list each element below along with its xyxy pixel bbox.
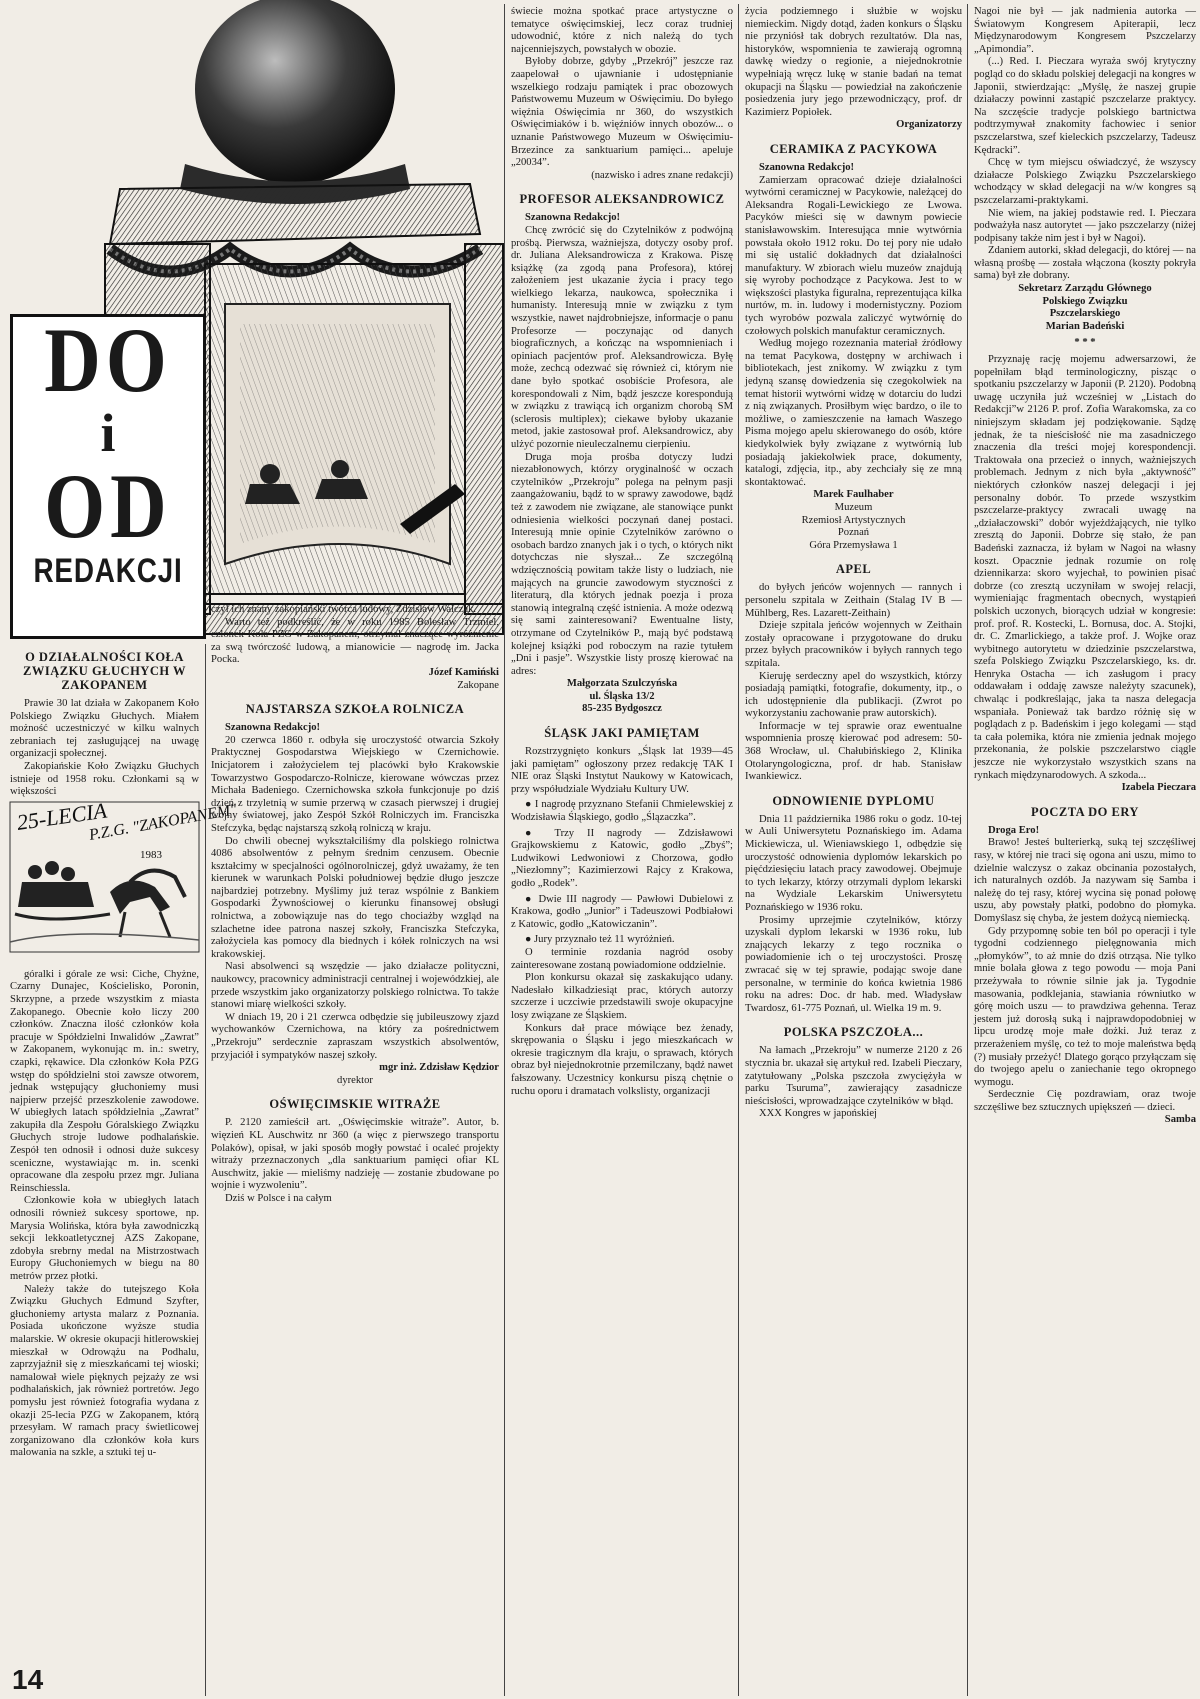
paragraph: Warto też podkreślić, że w roku 1985 Bolesław Trzmiel, członek Koła PZG w Zakopanem, otrzymał znaczące wyróżnienie za swą twórczość ludową, a mianowicie — nagrodę im. Jacka Pocka. bbox=[211, 616, 499, 666]
column-3 bbox=[511, 6, 733, 1694]
masthead-od: OD bbox=[44, 455, 172, 557]
paragraph: O terminie rozdania nagród osoby zainteresowane zostaną powiadomione oddzielnie. bbox=[511, 946, 733, 971]
section-masthead bbox=[10, 309, 206, 639]
article-heading: ŚLĄSK JAKI PAMIĘTAM bbox=[544, 726, 700, 741]
paragraph: Dzieje szpitala jeńców wojennych w Zeithain zostały opracowane i przygotowane do druku przez byłych pracowników i byłych rannych tego szpitala. bbox=[745, 620, 962, 669]
paragraph: XXX Kongres w japońskiej bbox=[759, 1108, 877, 1120]
paragraph: Brawo! Jesteś bulterierką, suką tej szczęśliwej rasy, w której nie traci się ogona ani uszu, mimo to dzielnie walczysz o zakaz obcinania pozostałych, ich naturalnych ozdób. Ja nazywam się Samba i należę do tej rasy, której wycina się ponad połowę uszu, aby powstały płatki, podobno do płomyka. Domyślasz się chyba, że jestem dożycą niemiecką. bbox=[974, 837, 1196, 924]
paragraph: Nie wiem, na jakiej podstawie red. I. Pieczara podważyła nasz autorytet — jako pszczelarzy (niżej podpisany także nim jest i był w Nagoi). bbox=[974, 207, 1196, 244]
paragraph: Do chwili obecnej wykształciliśmy dla polskiego rolnictwa 4086 absolwentów z pełnym średnim cenzusem. Obecnie kształcimy w specjalności ogólnorolniczej, gdyż uważamy, że ten kierunek w warunkach Polski południowej będzie długo jeszcze najbardziej potrzebny. Myślimy już teraz wspólnie z Bankiem Gospodarki Żywnościowej o kierunku finansowej obsługi rolnictwa, a zobowiązuje nas do tego chociażby wzgląd na szlachetne idee patrona naszej szkoły, Franciszka Stefczyka, założyciela kas pomocy dla biednych i kółek rolniczych na wsi krakowskiej. bbox=[211, 835, 499, 960]
article-heading: POLSKA PSZCZOŁA... bbox=[783, 1025, 924, 1040]
paragraph: Chcę zwrócić się do Czytelników z podwójną prośbą. Pierwsza, ważniejsza, dotyczy osoby prof. dr. Juliana Aleksandrowicza z Krakowa. Piszę książkę (za zgodą pana Profesora), której założeniem jest ukazanie życia i pracy tego wielkiego lekarza, naukowca, społecznika i humanisty. Interesują mnie w związku z tym wszystkie, nawet najdrobniejsze, informacje o panu Profesorze — poczynając od danych biograficznych, a kończąc na wspomnieniach i opiniach pacjentów prof. Aleksandrowicza. Byłę może, zechcą odezwać się również ci, którym nie dane było spotkać osobiście Profesora, ale korespondowali z Nim, bądź jeszcze korespondują w związku z trawiącą ich organizm chorobą SM (sclerosis multiplex); ciekawe byłoby ukazanie metod, jakie zastosował prof. Aleksandrowicz, aby ulżyć pozornie nieuleczalnemu cierpieniu. bbox=[511, 224, 733, 450]
paragraph: Konkurs dał prace mówiące bez żenady, skrępowania o Śląsku i jego mieszkańcach w okresie tragicznym dla kraju, o sprawach, których obraz był niejednokrotnie przemilczany, bądź nawet fałszowany. Uczestnicy konkursu piszą chętnie o ruchu oporu i dramatach volkslisty, organizacji bbox=[511, 1022, 733, 1097]
salutation: Droga Ero! bbox=[988, 824, 1040, 836]
signature: Marian Badeński bbox=[1045, 320, 1125, 332]
paragraph: Dziś w Polsce i na całym bbox=[225, 1192, 332, 1204]
signature: mgr inż. Zdzisław Kędzior bbox=[379, 1062, 499, 1074]
masthead-i: i bbox=[100, 403, 116, 463]
paragraph: Członkowie koła w ubiegłych latach odnosili również sukcesy sportowe, np. Marysia Wolińska, która była zawodniczką sekcji lekkoatletycznej AZS Zakopane, zdobyła srebrny medal na Mistrzostwach Europy Głuchoniemych w biegu na 80 metrów przez płotki. bbox=[10, 1195, 199, 1282]
signature-line: Góra Przemysława 1 bbox=[809, 539, 898, 551]
signature-line: Muzeum bbox=[834, 501, 873, 513]
sketch-text-1: 25-LECIA bbox=[15, 797, 109, 835]
column-4 bbox=[745, 6, 962, 1694]
paragraph: Prawie 30 lat działa w Zakopanem Koło Polskiego Związku Głuchych. Miałem możność uczestniczyć w kilku walnych zebraniach tej zasługującej na uwagę organizacji społecznej. bbox=[10, 698, 199, 760]
paragraph: Nagoi nie był — jak nadmienia autorka — Światowym Kongresem Apiterapii, lecz Międzynarodowym Kongresem Pszczelarzy „Apimondia”. bbox=[974, 6, 1196, 55]
paragraph: Informacje w tej sprawie oraz ewentualne wspomnienia proszę kierować pod adresem: 50-368 Wrocław, ul. Chałubińskiego 2, Klinika Otolaryngologiczna, prof. dr hab. Stanisław Iwankiewicz. bbox=[745, 720, 962, 783]
signature-place: Zakopane bbox=[457, 679, 499, 691]
article-heading: NAJSTARSZA SZKOŁA ROLNICZA bbox=[245, 702, 465, 717]
signature: Izabela Pieczara bbox=[1121, 782, 1196, 794]
page-number: 14 bbox=[12, 1664, 44, 1695]
column-2 bbox=[211, 604, 499, 1694]
signature-title: dyrektor bbox=[337, 1074, 373, 1086]
paragraph: Druga moja prośba dotyczy ludzi niezabłonowych, którzy oryginalność w oczach czytelników „Przekroju” polega na pełnym pasji zaangażowaniu, bądź to w sprawy zawodowe, bądź też z zawodem nie związane, ale stanowiące punkt odniesienia wielkości poczynań danej postaci. Interesują mnie opinie Czytelników zarówno o osobach bardzo znanych jak i o tych, o których nikt dotychczas nie słyszał... Ze szczególną wdzięcznością powitam także listy o ludziach, nie mających na gruncie zawodowym styczności z literaturą, dla których jednak poezja i proza stanowią integralną część istnienia. A może odezwą się sami zainteresowani? Ewentualne listy, otrzymane od Czytelników P., mają być podstawą kolejnej książki pod roboczym na razie tytułem „Dni i pasje”. Wszystkie listy proszę kierować na adres: bbox=[511, 451, 733, 677]
paragraph: P. 2120 zamieścił art. „Oświęcimskie witraże”. Autor, b. więzień KL Auschwitz nr 360 (a więc z pierwszego transportu Polaków), opisał, w jaki sposób mogły powstać i ocaleć projekty witraży przeznaczonych „dla sanktuarium pamięci ofiar KL Auschwitz, jakie — mieliśmy nadzieję — zostanie zbudowane po wojnie i wyzwoleniu”. bbox=[211, 1117, 499, 1192]
paragraph: Kieruję serdeczny apel do wszystkich, którzy posiadają pamiątki, fotografie, dokumenty, itp., o ich udostępnienie dla publikacji. (Zwrot po wykorzystaniu zachowanie praw autorskich). bbox=[745, 670, 962, 720]
signature: Sekretarz Zarządu Głównego bbox=[1018, 283, 1152, 295]
paragraph: Według mojego rozeznania materiał źródłowy na temat Pacykowa, dostępny w archiwach i bibliotekach, jest znikomy. W związku z tym jedyną szansę dowiedzenia się czegokolwiek na temat historii wytwórni widzę w dotarciu do ludzi z nią związanych. Prosiłbym więc bardzo, o ile to możliwe, o zamieszczenie na łamach Waszego Pisma mojego apelu skierowanego do osób, które kiedykolwiek były związane z wytwórnią lub posiadają jakiekolwiek prace, dokumenty, katalogi, zdjęcia, itp., aby zechciały się ze mną skontaktować. bbox=[745, 338, 962, 488]
column-5 bbox=[974, 6, 1196, 1694]
paragraph: Zdaniem autorki, skład delegacji, do której — na własną prośbę — została włączona (koszty pokryła sama) był złe dobrany. bbox=[974, 245, 1196, 282]
award-item: ● Trzy II nagrody — Zdzisławowi Grajkowskiemu z Katowic, godło „Zbyś”; Ludwikowi Ledwoniowi z Chorzowa, godło „Niezłomny”; Kazimierzowi Rajcy z Krakowa, godło „Rodek”. bbox=[511, 827, 733, 889]
signature: (nazwisko i adres znane redakcji) bbox=[591, 169, 733, 181]
signature-address: ul. Śląska 13/2 bbox=[589, 690, 655, 702]
signature: Samba bbox=[1164, 1114, 1196, 1126]
salutation: Szanowna Redakcjo! bbox=[525, 212, 621, 224]
sketch-text-3: 1983 bbox=[140, 849, 162, 861]
paragraph: Chcę w tym miejscu oświadczyć, że wszyscy działacze Polskiego Związku Pszczelarskiego wchodzący w skład delegacji na w/w kongres są pszczelarzami-praktykami. bbox=[974, 157, 1196, 206]
paragraph: Gdy przypomnę sobie ten ból po operacji i tyle tygodni codziennego pielęgnowania mich „płomyków”, to aż mnie do dziś otrząsa. Nie tylko mnie bolała głowa z tego powodu — moja Pani przeżywała to równie silnie jak ja. Tygodnie masowania, podklejania, stawiania równiutko w górę moich uszu — to prawdziwa gehenna. Teraz jestem już dorosłą suką i najprawdopodobniej w lipcu urodzę moje małe dożki. Już teraz z przerażeniem myślę, co też to moje maleństwa będą (?) musiały przeżyć! Dlatego gorąco przyłączam się do twojego apelu o zaniechanie tego okropnego wymogu. bbox=[974, 925, 1196, 1088]
signature: Marek Faulhaber bbox=[813, 489, 894, 501]
article-heading: PROFESOR ALEKSANDROWICZ bbox=[519, 192, 725, 207]
salutation: Szanowna Redakcjo! bbox=[759, 161, 855, 173]
signature-address: 85-235 Bydgoszcz bbox=[582, 703, 662, 715]
award-item: ● Jury przyznało też 11 wyróżnień. bbox=[525, 934, 675, 946]
signature: Małgorzata Szulczyńska bbox=[566, 678, 678, 690]
article-heading: POCZTA DO ERY bbox=[1031, 804, 1139, 819]
masthead-redakcji: REDAKCJI bbox=[33, 552, 183, 590]
anniversary-sketch bbox=[10, 797, 239, 952]
paragraph: Plon konkursu okazał się zaskakująco udany. Nadesłało kilkadziesiąt prac, których autorzy szczerze i uczciwie przedstawili swoje okupacyjne losy związane ze Śląskiem. bbox=[511, 972, 733, 1021]
paragraph: góralki i górale ze wsi: Ciche, Chyżne, Czarny Dunajec, Kościelisko, Poronin, Skrzypne, a przede wszystkim z miasta Zakopanego. Obecnie koło liczy 200 członków. Znaczna ilość członków koła pracuje w Spółdzielni Inwalidów „Zawrat” w Zakopanem, wykonując m. in.: swetry, czapki, rękawice. Dla członków Koła PZG wstęp do spółdzielni stoi zawsze otworem, jednak wstępujący głuchoniemy musi najpierw przejść przeszkolenie zawodowe. W ubiegłych latach spółdzielnia „Zawrat” zakupiła dla Zespołu Góralskiego Związku Głuchych stroje ludowe podhalańskie. Zespół ten odnosił i odnosi duże sukcesy sceniczne, wystawiając m. in. scenki opracowane dla zespołu przez mgr. Juliana Reinschiessla. bbox=[10, 968, 199, 1194]
paragraph: do byłych jeńców wojennych — rannych i personelu szpitala w Zeithain (Stalag IV B — Mühlberg, Res. Lazarett-Zeithain) bbox=[745, 582, 962, 619]
paragraph: Na łamach „Przekroju” w numerze 2120 z 26 stycznia br. ukazał się artykuł red. Izabeli Pieczary, zatytułowany „Polska pszczoła zwyciężyła w parku Tsuruma”, zawierający zasadnicze nieścisłości, wprowadzające czytelników w błąd. bbox=[745, 1045, 962, 1107]
column-divider bbox=[738, 4, 739, 1696]
sleigh-drawing bbox=[10, 797, 239, 952]
paragraph: świecie można spotkać prace artystyczne o tematyce oświęcimskiej, lecz coraz trudniej udowodnić, które z nich należą do tych najcenniejszych, powstałych w obozie. bbox=[511, 6, 733, 55]
award-item: ● I nagrodę przyznano Stefanii Chmielewskiej z Wodzisławia Śląskiego, godło „Ślązaczka”. bbox=[511, 799, 733, 824]
salutation: Szanowna Redakcjo! bbox=[225, 722, 321, 734]
paragraph: Należy także do tutejszego Koła Związku Głuchych Edmund Szyfter, głuchoniemy artysta malarz z Poznania. Posiada ukończone wyższe studia malarskie. W okresie okupacji hitlerowskiej mieszkał w Odrowążu na Podhalu, zaprzyjaźnił się z mieszkańcami tej wioski; namalował wiele pięknych pejzaży ze wsi podhalańskich, jak również portretów. Jego pomysłu jest również fotografia wydana z okazji 25-lecia PZG w Zakopanem, którą przesyłam. W ramach pracy świetlicowej zorganizowano dla członków koła kurs malowania na szkle, a sztuki tej u- bbox=[10, 1283, 199, 1459]
signature: Polskiego Związku bbox=[1042, 295, 1128, 307]
magazine-page bbox=[10, 4, 1198, 1696]
paragraph: Prosimy uprzejmie czytelników, którzy uzyskali dyplom lekarski w 1936 roku, lub znających lekarzy z tego rocznika o powiadomienie ich o tej uroczystości. Proszę zwracać się w tej sprawie, podając swoje dane personalne, w terminie do końca kwietnia 1986 roku na adres: Doc. dr hab. med. Władysław Twardosz, 61-775 Poznań, ul. Wielka 19 m. 9. bbox=[745, 914, 962, 1014]
article-heading: ODNOWIENIE DYPLOMU bbox=[772, 793, 935, 808]
article-heading: OŚWIĘCIMSKIE WITRAŻE bbox=[269, 1097, 441, 1112]
masthead-do: DO bbox=[44, 309, 172, 411]
column-divider bbox=[205, 644, 206, 1696]
paragraph: Nasi absolwenci są wszędzie — jako działacze polityczni, naukowcy, pracownicy administracji centralnej i wojewódzkiej, ale przede wszystkim jako organizatorzy polskiego rolnictwa. To także stanowi miarę wielkości szkoły. bbox=[211, 961, 499, 1011]
sketch-text-2: P.Z.G. "ZAKOPANEM" bbox=[87, 801, 239, 844]
paragraph: Przyznaję rację mojemu adwersarzowi, że popełniłam błąd terminologiczny, pisząc o spotkaniu pszczelarzy w Japonii (P. 2120). Podobną uwagę uczyniła już wcześniej w „Listach do Redakcji”w 2126 P. prof. Zofia Warakomska, za co niniejszym składam jej podziękowanie. Sądzę jednak, że ta nieścisłość nie ma zasadniczego znaczenia dla treści mojej korespondencji. Traktowała ona przecież o innych, ważniejszych problemach. Jednym z nich była „aktywność” niektórych członków naszej delegacji i jej personalny dobór. To przede wszystkim pszczelarze-praktycy zwracali uwagę na „działaczowski” dobór wyjeżdżających, nie tylko zresztą do Japonii. Dobrze się stało, że pan Badeński zaznacza, iż byłam w Nagoi na własny koszt. Opacznie jednak rozumie on rolę dziennikarza: skoro wyjechał, to powinien pisać dobrze (co zresztą uczyniłam w swojej relacji, wymieniając fragmentach obecnych, wystąpień polskich uczonych, biorących udział w kongresie: prof. prof. R. Kostecki, L. Bornusa, doc. A. Stojki, dr. C. Zmarlickiego, a także prof. J. Wojke oraz wybitnego autorytetu w dziedzinie pszczelarstwa, szefa Polskiego Związku Pszczelarskiego, ks. dr. Henryka Ostacha — ich zasługom i pracy oddawałam i oddaję zawsze należyty szacunek), chwaląc i podkreślając, jaka ta nasza delegacja wspaniała. Ponieważ tak bardzo różnię się w poglądach z p. Badeńskim i jego kolegami — stąd ta cała polemika, która nie zmienia jednak mojego przekonania, że polskie pszczelarstwo ciągle jeszcze nie wykorzystało wszystkich szans na rynkach międzynarodowych. A szkoda... bbox=[974, 354, 1196, 781]
article-heading: O DZIAŁALNOŚCI KOŁA ZWIĄZKU GŁUCHYCH W ZAKOPANEM bbox=[23, 650, 186, 692]
paragraph: Dnia 11 października 1986 roku o godz. 10-tej w Auli Uniwersytetu Poznańskiego im. Adama Mickiewicza, ul. Wieniawskiego 1, odbędzie się uroczystość odnowienia dyplomów lekarskich po pięćdziesięciu latach pracy zawodowej. Obejmuje to tych lekarzy, którzy otrzymali dyplom lekarski na Wydziale Lekarskim Uniwersytetu Poznańskiego w 1936 roku. bbox=[745, 813, 962, 913]
award-item: ● Dwie III nagrody — Pawłowi Dubielowi z Krakowa, godło „Junior” i Tadeuszowi Podbiałowi z Katowic, godło „Katowiczanin”. bbox=[511, 893, 733, 930]
signature-line: Rzemiosł Artystycznych bbox=[801, 514, 906, 526]
paragraph: Zakopiańskie Koło Związku Głuchych istnieje od 1958 roku. Członkami są w większości bbox=[10, 760, 199, 798]
signature: Józef Kamiński bbox=[428, 666, 499, 678]
paragraph: życia podziemnego i służbie w wojsku niemieckim. Nigdy dotąd, żaden konkurs o Śląsku nie przyniósł tak dobrych rezultatów. Dla nas, historyków, wspomnienia te zawierają ogromną dawkę wiedzy o regionie, a niejednokrotnie wypełniają wręcz lukę w stanie badań na temat okupacji na Śląsku — powiedział na zakończenie posiedzenia jury jego przewodniczący, prof. dr Kazimierz Popiołek. bbox=[745, 6, 962, 118]
article-heading: CERAMIKA Z PACYKOWA bbox=[769, 141, 938, 156]
paragraph: Zamierzam opracować dzieje działalności wytwórni ceramicznej w Pacykowie, należącej do Aleksandra Rogali-Lewickiego ze Lwowa. Pacyków mieści się w dawnym powiecie stanisławowskim. Interesująca mnie wytwórnia powstała około 1912 roku. Do tej pory nie udało mi się ustalić dokładnych dat działalności manufaktury. W zbiorach wielu muzeów znajdują się wyroby pochodzące z Pacykowa. Jest to w większości plastyka figuralna, reprezentująca kilka nurtów, m. in. ludowy i modernistyczny. Poziom tych wyrobów pozwala zaliczyć wytwórnię do czołowych polskich manufaktur ceramicznych. bbox=[745, 174, 962, 337]
section-stars: * * * bbox=[1074, 337, 1096, 349]
signature: Organizatorzy bbox=[896, 119, 962, 131]
signature: Pszczelarskiego bbox=[1049, 308, 1121, 320]
paragraph: Byłoby dobrze, gdyby „Przekrój” jeszcze raz zaapelował o ujawnianie i udostępnianie wszelkiego rodzaju pamiątek i prac obozowych Państwowemu Muzeum w Oświęcimiu. Do byłego więźnia Oświęcimia nr 360, do wszystkich Oświęcimiaków i b. więźniów innych obozów... o uznanie Państwowego Muzeum w Oświęcimiu-Brzezince za sanktuarium pamięci... apeluje „20034”. bbox=[511, 56, 733, 169]
paragraph: (...) Red. I. Pieczara wyraża swój krytyczny pogląd co do składu polskiej delegacji na kongres w Japonii, stwierdzając: „Myślę, że naszej grupie działaczy powinni zastąpić pszczelarze praktycy. Na szczęście tradycje polskiego bartnictwa podtrzymywał znakomity fachowiec i senior pszczelarstwa, szef kieleckich pszczelarzy, Tadeusz Kędracki”. bbox=[974, 56, 1196, 156]
paragraph: Serdecznie Cię pozdrawiam, oraz twoje szczęśliwe bez sztucznych upiększeń — dzieci. bbox=[974, 1089, 1196, 1113]
paragraph: W dniach 19, 20 i 21 czerwca odbędzie się jubileuszowy zjazd wychowanków Czernichowa, na który za pośrednictwem „Przekroju” serdecznie zapraszam wszystkich absolwentów, przyjaciół i sympatyków naszej szkoły. bbox=[211, 1011, 499, 1061]
signature-line: Poznań bbox=[837, 527, 870, 539]
article-heading: APEL bbox=[835, 562, 872, 577]
column-divider bbox=[504, 4, 505, 1696]
paragraph: czył ich znany zakopiański twórca ludowy, Zdzisław Walczak. bbox=[211, 604, 477, 615]
column-divider bbox=[967, 4, 968, 1696]
paragraph: Rozstrzygnięto konkurs „Śląsk lat 1939—45 jaki pamiętam” ogłoszony przez redakcję TAK I NIE oraz Śląski Instytut Naukowy w Katowicach, przy współudziale Wydziału Kultury UW. bbox=[511, 746, 733, 795]
paragraph: 20 czerwca 1860 r. odbyła się uroczystość otwarcia Szkoły Praktycznej Gospodarstwa Wiejskiego w Czernichowie. Inicjatorem i założycielem tej placówki było Krakowskie Towarzystwo Gospodarczo-Rolnicze, kierowane wówczas przez Michała Badeniego. Czernichowska szkoła funkcjonuje po dziś dzień z trzyletnią w sumie przerwą w czasach pierwszej i drugiej wojny światowej, jako Zespół Szkół Rolniczych im. Franciszka Stefczyka, będąc najstarszą szkołą rolniczą w kraju. bbox=[211, 734, 499, 834]
